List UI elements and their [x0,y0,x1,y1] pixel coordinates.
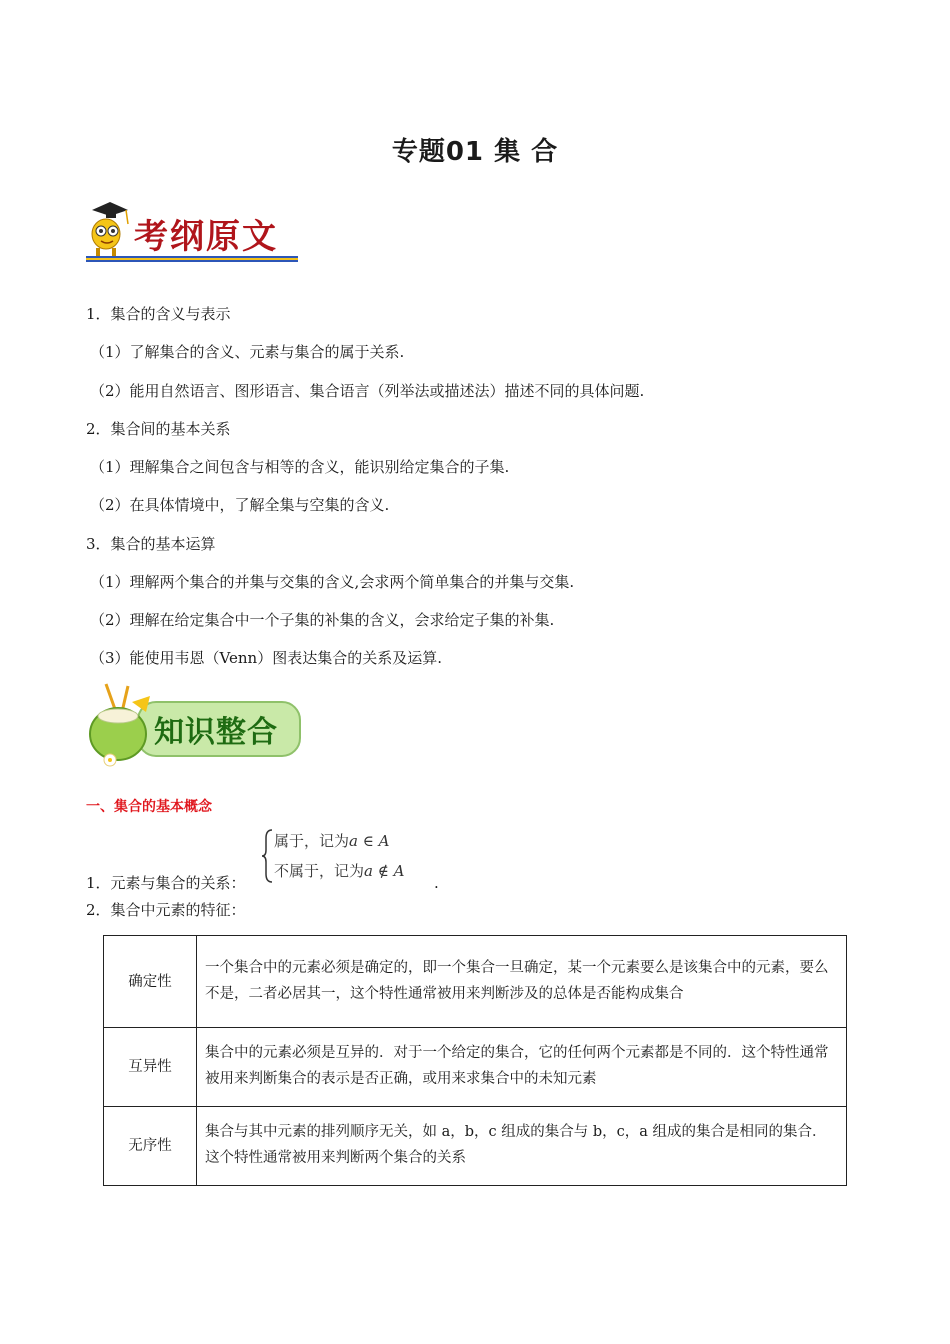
table-key: 互异性 [104,1028,197,1107]
syllabus-item-3-2: （2）理解在给定集合中一个子集的补集的含义，会求给定子集的补集. [90,611,555,629]
relation-brace-group [262,828,432,884]
belongs-math: a ∈ A [349,832,390,850]
element-features-table [103,935,847,1186]
element-relation-label: 1．元素与集合的关系： [86,874,246,892]
page-title: 专题01 集 合 [391,137,559,167]
syllabus-item-1-2: （2）能用自然语言、图形语言、集合语言（列举法或描述法）描述不同的具体问题. [90,382,645,400]
section-heading: 一、集合的基本概念 [86,799,212,815]
table-value: 一个集合中的元素必须是确定的，即一个集合一旦确定，某一个元素要么是该集合中的元素，要么不是，二者必居其一，这个特性通常被用来判断涉及的总体是否能构成集合 [197,936,847,1028]
syllabus-item-3-1: （1）理解两个集合的并集与交集的含义,会求两个简单集合的并集与交集. [90,573,575,591]
syllabus-item-2-1: （1）理解集合之间包含与相等的含义，能识别给定集合的子集. [90,458,510,476]
knowledge-banner [88,682,302,770]
exam-syllabus-banner [86,196,300,268]
coconut-drink-icon [90,684,150,766]
syllabus-item-2-2: （2）在具体情境中，了解全集与空集的含义. [90,496,390,514]
belongs-line: 属于，记为a ∈ A [274,832,390,850]
syllabus-item-1: 1．集合的含义与表示 [86,305,231,323]
table-row [104,936,847,1028]
syllabus-item-3: 3．集合的基本运算 [86,535,216,553]
left-brace-icon [262,828,274,884]
table-value: 集合与其中元素的排列顺序无关，如 a，b，c 组成的集合与 b，c，a 组成的集合是相同的集合．这个特性通常被用来判断两个集合的关系 [197,1107,847,1186]
not-belongs-line: 不属于，记为a ∉ A [274,862,405,880]
exam-banner-text: 考纲原文 [134,217,278,257]
element-features-label: 2．集合中元素的特征： [86,901,246,919]
table-row [104,1028,847,1107]
table-value: 集合中的元素必须是互异的．对于一个给定的集合，它的任何两个元素都是不同的．这个特性通常被用来判断集合的表示是否正确，或用来求集合中的未知元素 [197,1028,847,1107]
syllabus-item-3-3: （3）能使用韦恩（Venn）图表达集合的关系及运算. [90,649,442,667]
table-key: 无序性 [104,1107,197,1186]
syllabus-item-1-1: （1）了解集合的含义、元素与集合的属于关系. [90,343,405,361]
relation-period: . [434,874,439,892]
knowledge-banner-text: 知识整合 [154,715,278,750]
not-belongs-math: a ∉ A [364,862,405,880]
table-key: 确定性 [104,936,197,1028]
table-row [104,1107,847,1186]
scholar-mascot-icon [92,202,128,256]
syllabus-item-2: 2．集合间的基本关系 [86,420,231,438]
